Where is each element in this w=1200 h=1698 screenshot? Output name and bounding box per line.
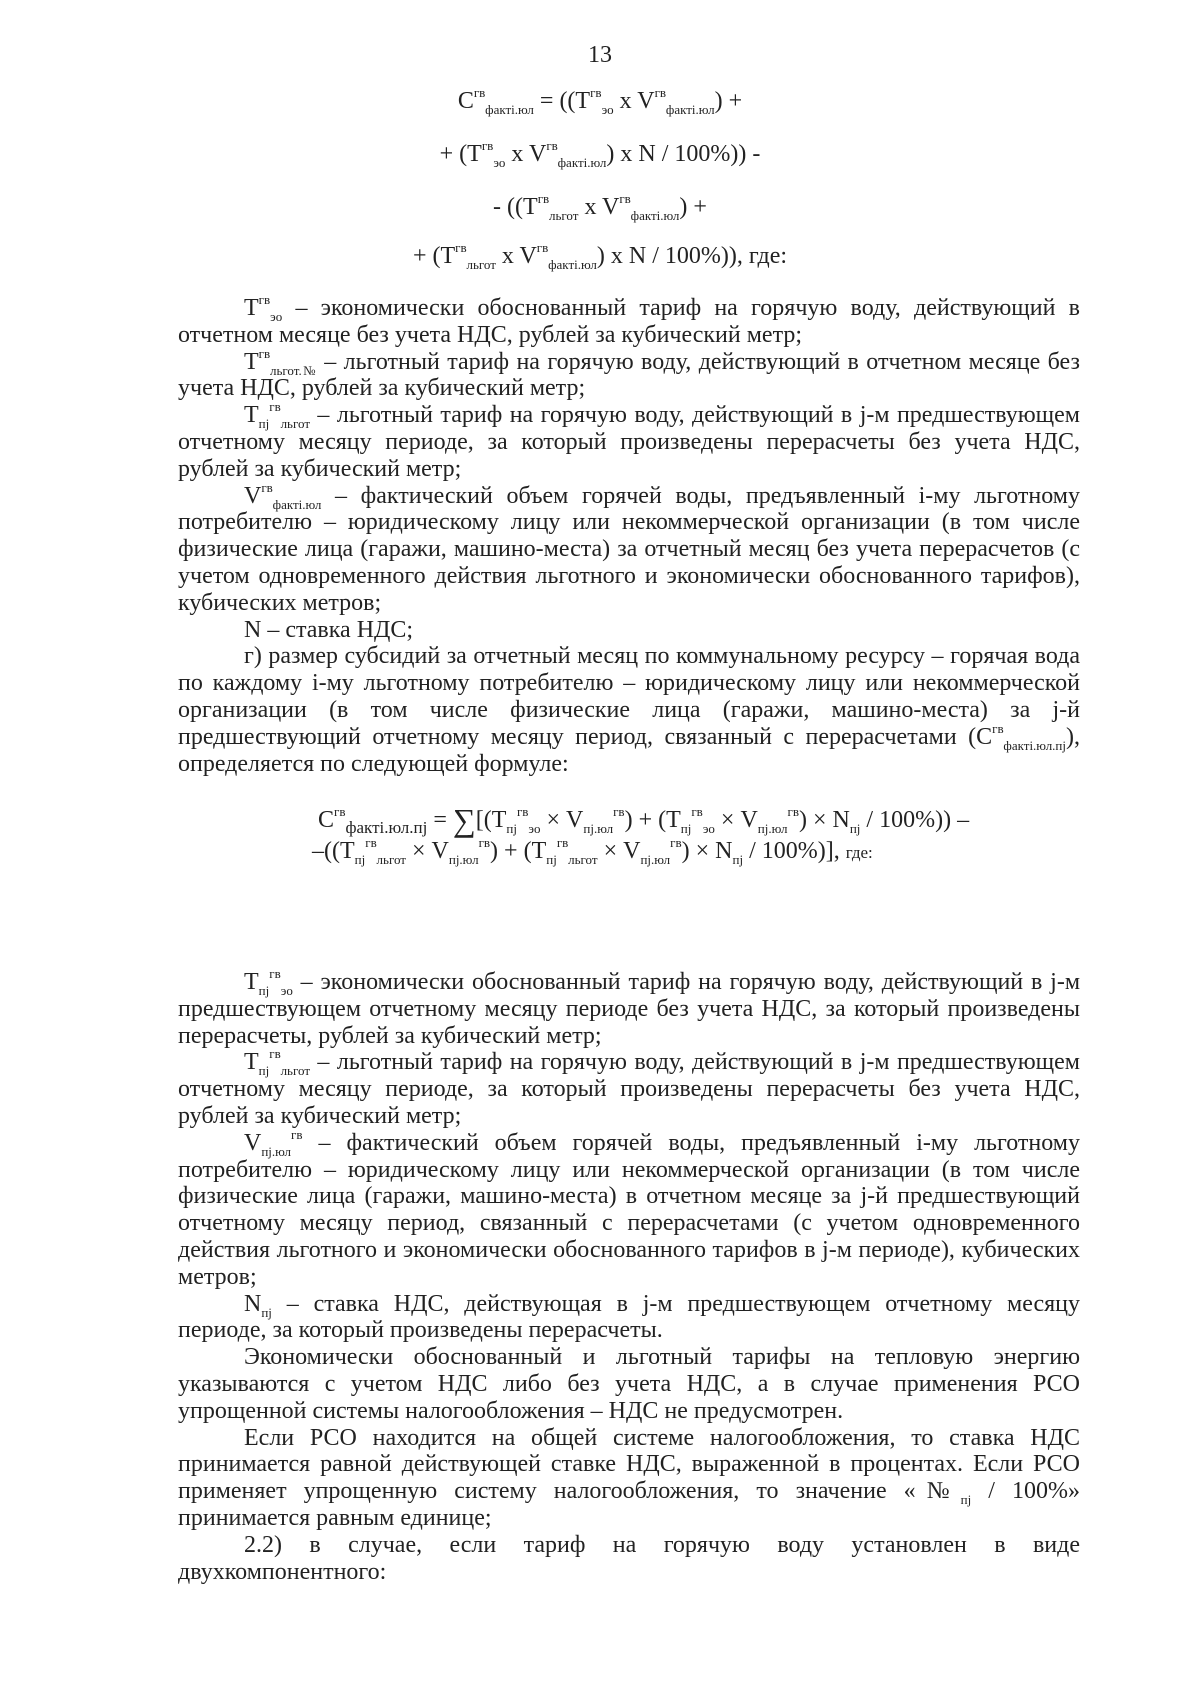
- definition-t-pj-eo: $T_{пj}^{гв}_{эо}$ – экономически обоснованный тариф на горячую воду, действующий в j-м предшествующем отчетному месяцу периоде без учета НДС, за который произведены перерасчеты, рублей за кубический метр;: [178, 966, 1080, 1049]
- page-number: 13: [588, 42, 612, 68]
- definition-t-lgot-no: $T^{гв}_{льгот.№}$ – льготный тариф на горячую воду, действующий в отчетном месяце без учета НДС, рублей за кубический метр;: [178, 345, 1080, 402]
- definition-n: N – ставка НДС;: [244, 616, 414, 643]
- definition-v-pj-ul: $V_{пj.юл}^{гв}$ – фактический объем горячей воды, предъявленный i-му льготному потребителю – юридическому лицу или некоммерческой организации (в том числе физические лица (гаражи, машино-места) в отчетном месяце за j-й предшествующий отчетному месяцу период, связанный с перерасчетами (с учетом одновременного действия льготного и экономически обоснованного тарифов в j-м периоде), кубических метров;: [178, 1126, 1080, 1290]
- definition-t-pj-lgot-b: $T_{пj}^{гв}_{льгот}$ – льготный тариф на горячую воду, действующий в j-м предшествующем отчетному месяцу периоде, за который произведены перерасчеты без учета НДС, рублей за кубический метр;: [178, 1046, 1080, 1129]
- formula-a-line-3: - (($T^{гв}_{льгот}$ x $V^{гв}_{фактi.юл}$) +: [493, 191, 707, 223]
- formula-a-line-2: + ($T^{гв}_{эо}$ x $V^{гв}_{фактi.юл}$) x N / 100%)) -: [439, 138, 761, 170]
- definition-n-pj: $N_{пj}$ – ставка НДС, действующая в j-м предшествующем отчетному месяцу периоде, за который произведены перерасчеты.: [178, 1290, 1080, 1344]
- definition-v-fakt: $V^{гв}_{фактi.юл}$ – фактический объем горячей воды, предъявленный i-му льготному потребителю – юридическому лицу или некоммерческой организации (в том числе физические лица (гаражи, машино-места) за отчетный месяц без учета перерасчетов (с учетом одновременного действия льготного и экономически обоснованного тарифов), кубических метров;: [178, 479, 1080, 616]
- paragraph-tariffs: Экономически обоснованный и льготный тарифы на тепловую энергию указываются с учетом НДС либо без учета НДС, а в случае применения РСО упрощенной системы налогообложения – НДС не предусмотрен.: [178, 1344, 1080, 1424]
- formula-a-line-4: + ($T^{гв}_{льгот}$ x $V^{гв}_{фактi.юл}$) x N / 100%)), где:: [412, 240, 788, 272]
- paragraph-g: г) размер субсидий за отчетный месяц по коммунальному ресурсу – горячая вода по каждому i-му льготному потребителю – юридическому лицу или некоммерческой организации (в том числе физические лица (гаражи, машино-места) за j-й предшествующий отчетному месяцу период, связанный с перерасчетами $(C^{гв}_{фактi.юл.пj})$, определяется по следующей формуле:: [178, 643, 1080, 777]
- formula-b-line-2: $-((T_{пj}^{гв}_{льгот} \times V_{пj.юл}^{гв}) + (T_{пj}^{гв}_{льгот} \times V_{пj.юл}^{гв}) \times N_{пj} / 100\%)$], где:: [312, 835, 873, 867]
- formula-a-line-1: $C^{гв}_{фактi.юл} = ((T^{гв}_{эо}$ x $V^{гв}_{фактi.юл}$) +: [457, 85, 743, 117]
- paragraph-2-2: 2.2) в случае, если тариф на горячую воду установлен в виде двухкомпонентного:: [178, 1531, 1080, 1585]
- formula-b-line-1: $C^{гв}_{фактi.юл.пj} = \sum[(T_{пj}^{гв}_{эо} \times V_{пj.юл}^{гв}) + (T_{пj}^{гв}_{эо} \times V_{пj.юл}^{гв}) \times N_{пj} / 100\%)$) –: [318, 802, 970, 838]
- definitions-block-a: [178, 292, 1080, 777]
- definitions-block-b: [178, 966, 1080, 1585]
- definition-t-eo: $T^{гв}_{эо}$ – экономически обоснованный тариф на горячую воду, действующий в отчетном месяце без учета НДС, рублей за кубический метр;: [178, 292, 1080, 348]
- paragraph-rso: Если РСО находится на общей системе налогообложения, то ставка НДС принимается равной действующей ставке НДС, выраженной в процентах. Если РСО применяет упрощенную систему налогообложения, то значение «$№_{пj} / 100\%$» принимается равным единице;: [178, 1424, 1080, 1531]
- definition-t-pj-lgot: $T_{пj}^{гв}_{льгот}$ – льготный тариф на горячую воду, действующий в j-м предшествующем отчетному месяцу периоде, за который произведены перерасчеты без учета НДС, рублей за кубический метр;: [178, 399, 1080, 482]
